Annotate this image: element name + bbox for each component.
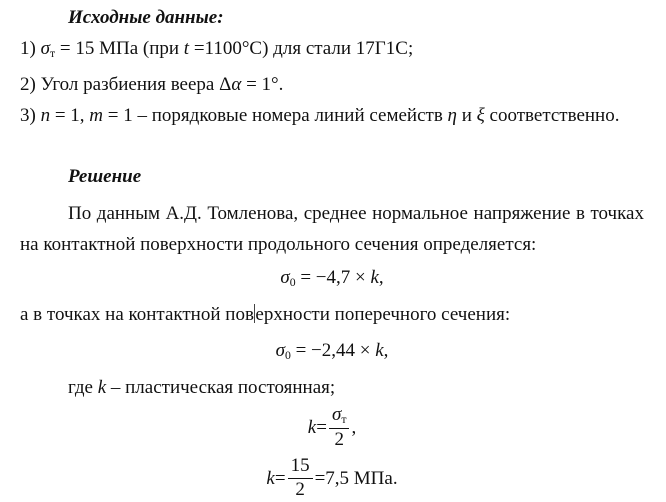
item3-mid2: = 1 – порядковые номера линий семейств xyxy=(103,104,448,126)
item1-number: 1) xyxy=(20,38,41,59)
solution-heading xyxy=(20,161,644,192)
item-fan-angle xyxy=(20,69,644,100)
where-prefix: где xyxy=(68,376,98,398)
k-var: k xyxy=(375,339,384,361)
k-var: k xyxy=(370,266,379,288)
sigma-symbol: σ xyxy=(40,38,50,59)
solution-heading-text: Решение xyxy=(68,165,142,187)
item3-mid3: и xyxy=(456,104,477,126)
fraction-15-over-2 xyxy=(288,456,313,501)
n-var: n xyxy=(40,104,51,126)
paragraph-line1-text: По данным А.Д. Томленова, среднее нормальное напряжение в точках xyxy=(68,202,644,224)
item3-mid1: = 1, xyxy=(50,104,90,126)
sigma-symbol: σ xyxy=(331,403,342,425)
k-var: k xyxy=(307,416,317,438)
fraction-numerator xyxy=(329,405,350,429)
transverse-text-before-caret: а в точках на контактной пов xyxy=(20,303,254,325)
m-var: m xyxy=(89,104,104,126)
paragraph-line1 xyxy=(20,198,644,229)
transverse-text-after-caret: ерхности поперечного сечения: xyxy=(255,303,511,325)
paragraph-line2-text: на контактной поверхности продольного сечения определяется: xyxy=(20,233,537,255)
formula-k-definition xyxy=(20,405,644,451)
formula-transverse-stress xyxy=(20,335,644,371)
item-sigma-yield xyxy=(20,33,644,69)
k-var: k xyxy=(266,467,275,489)
item3-rest: соответственно. xyxy=(484,104,620,126)
sigma-subscript: т xyxy=(341,412,347,426)
item2-text: 2) Угол разбиения веера xyxy=(20,73,220,95)
formula2-operator: = −2,44 × xyxy=(290,339,376,361)
item1-mid-text: = 15 МПа (при xyxy=(55,38,184,59)
formula2-comma: , xyxy=(383,339,389,361)
item-line-numbers xyxy=(20,100,644,131)
initial-data-heading-text: Исходные данные: xyxy=(68,7,224,28)
sigma-subscript: т xyxy=(49,46,56,60)
formula1-comma: , xyxy=(378,266,384,288)
transverse-section-line xyxy=(20,299,644,330)
sigma0-subscript: 0 xyxy=(284,348,291,362)
fraction-numerator: 15 xyxy=(288,456,313,479)
item2-rest-text: = 1°. xyxy=(241,73,284,95)
paragraph-line2 xyxy=(20,229,644,260)
item3-number: 3) xyxy=(20,104,41,126)
fraction-denominator: 2 xyxy=(295,479,305,501)
where-k-line xyxy=(20,372,644,403)
k-var: k xyxy=(97,376,107,398)
formula-longitudinal-stress xyxy=(20,262,644,298)
equals-sign: = xyxy=(274,467,286,489)
fraction-sigma-over-2 xyxy=(329,405,350,451)
equals-sign: = xyxy=(316,416,327,438)
formula3-comma: , xyxy=(351,416,357,438)
result-value: 7,5 МПа. xyxy=(325,467,398,489)
eta-symbol: η xyxy=(447,104,457,126)
alpha-symbol: α xyxy=(231,73,242,95)
formula-k-value xyxy=(20,456,644,502)
where-rest: – пластическая постоянная; xyxy=(106,376,336,398)
fraction-denominator: 2 xyxy=(334,428,344,450)
sigma0-symbol: σ xyxy=(280,266,290,288)
delta-symbol: Δ xyxy=(219,73,232,95)
item1-rest-text: =1100°C) для стали 17Г1С; xyxy=(189,38,414,59)
sigma0-symbol: σ xyxy=(275,339,285,361)
equals-sign: = xyxy=(314,467,326,489)
sigma0-subscript: 0 xyxy=(289,275,296,289)
initial-data-heading xyxy=(20,2,644,33)
temperature-var: t xyxy=(183,38,190,59)
xi-symbol: ξ xyxy=(476,104,485,126)
formula1-operator: = −4,7 × xyxy=(295,266,371,288)
